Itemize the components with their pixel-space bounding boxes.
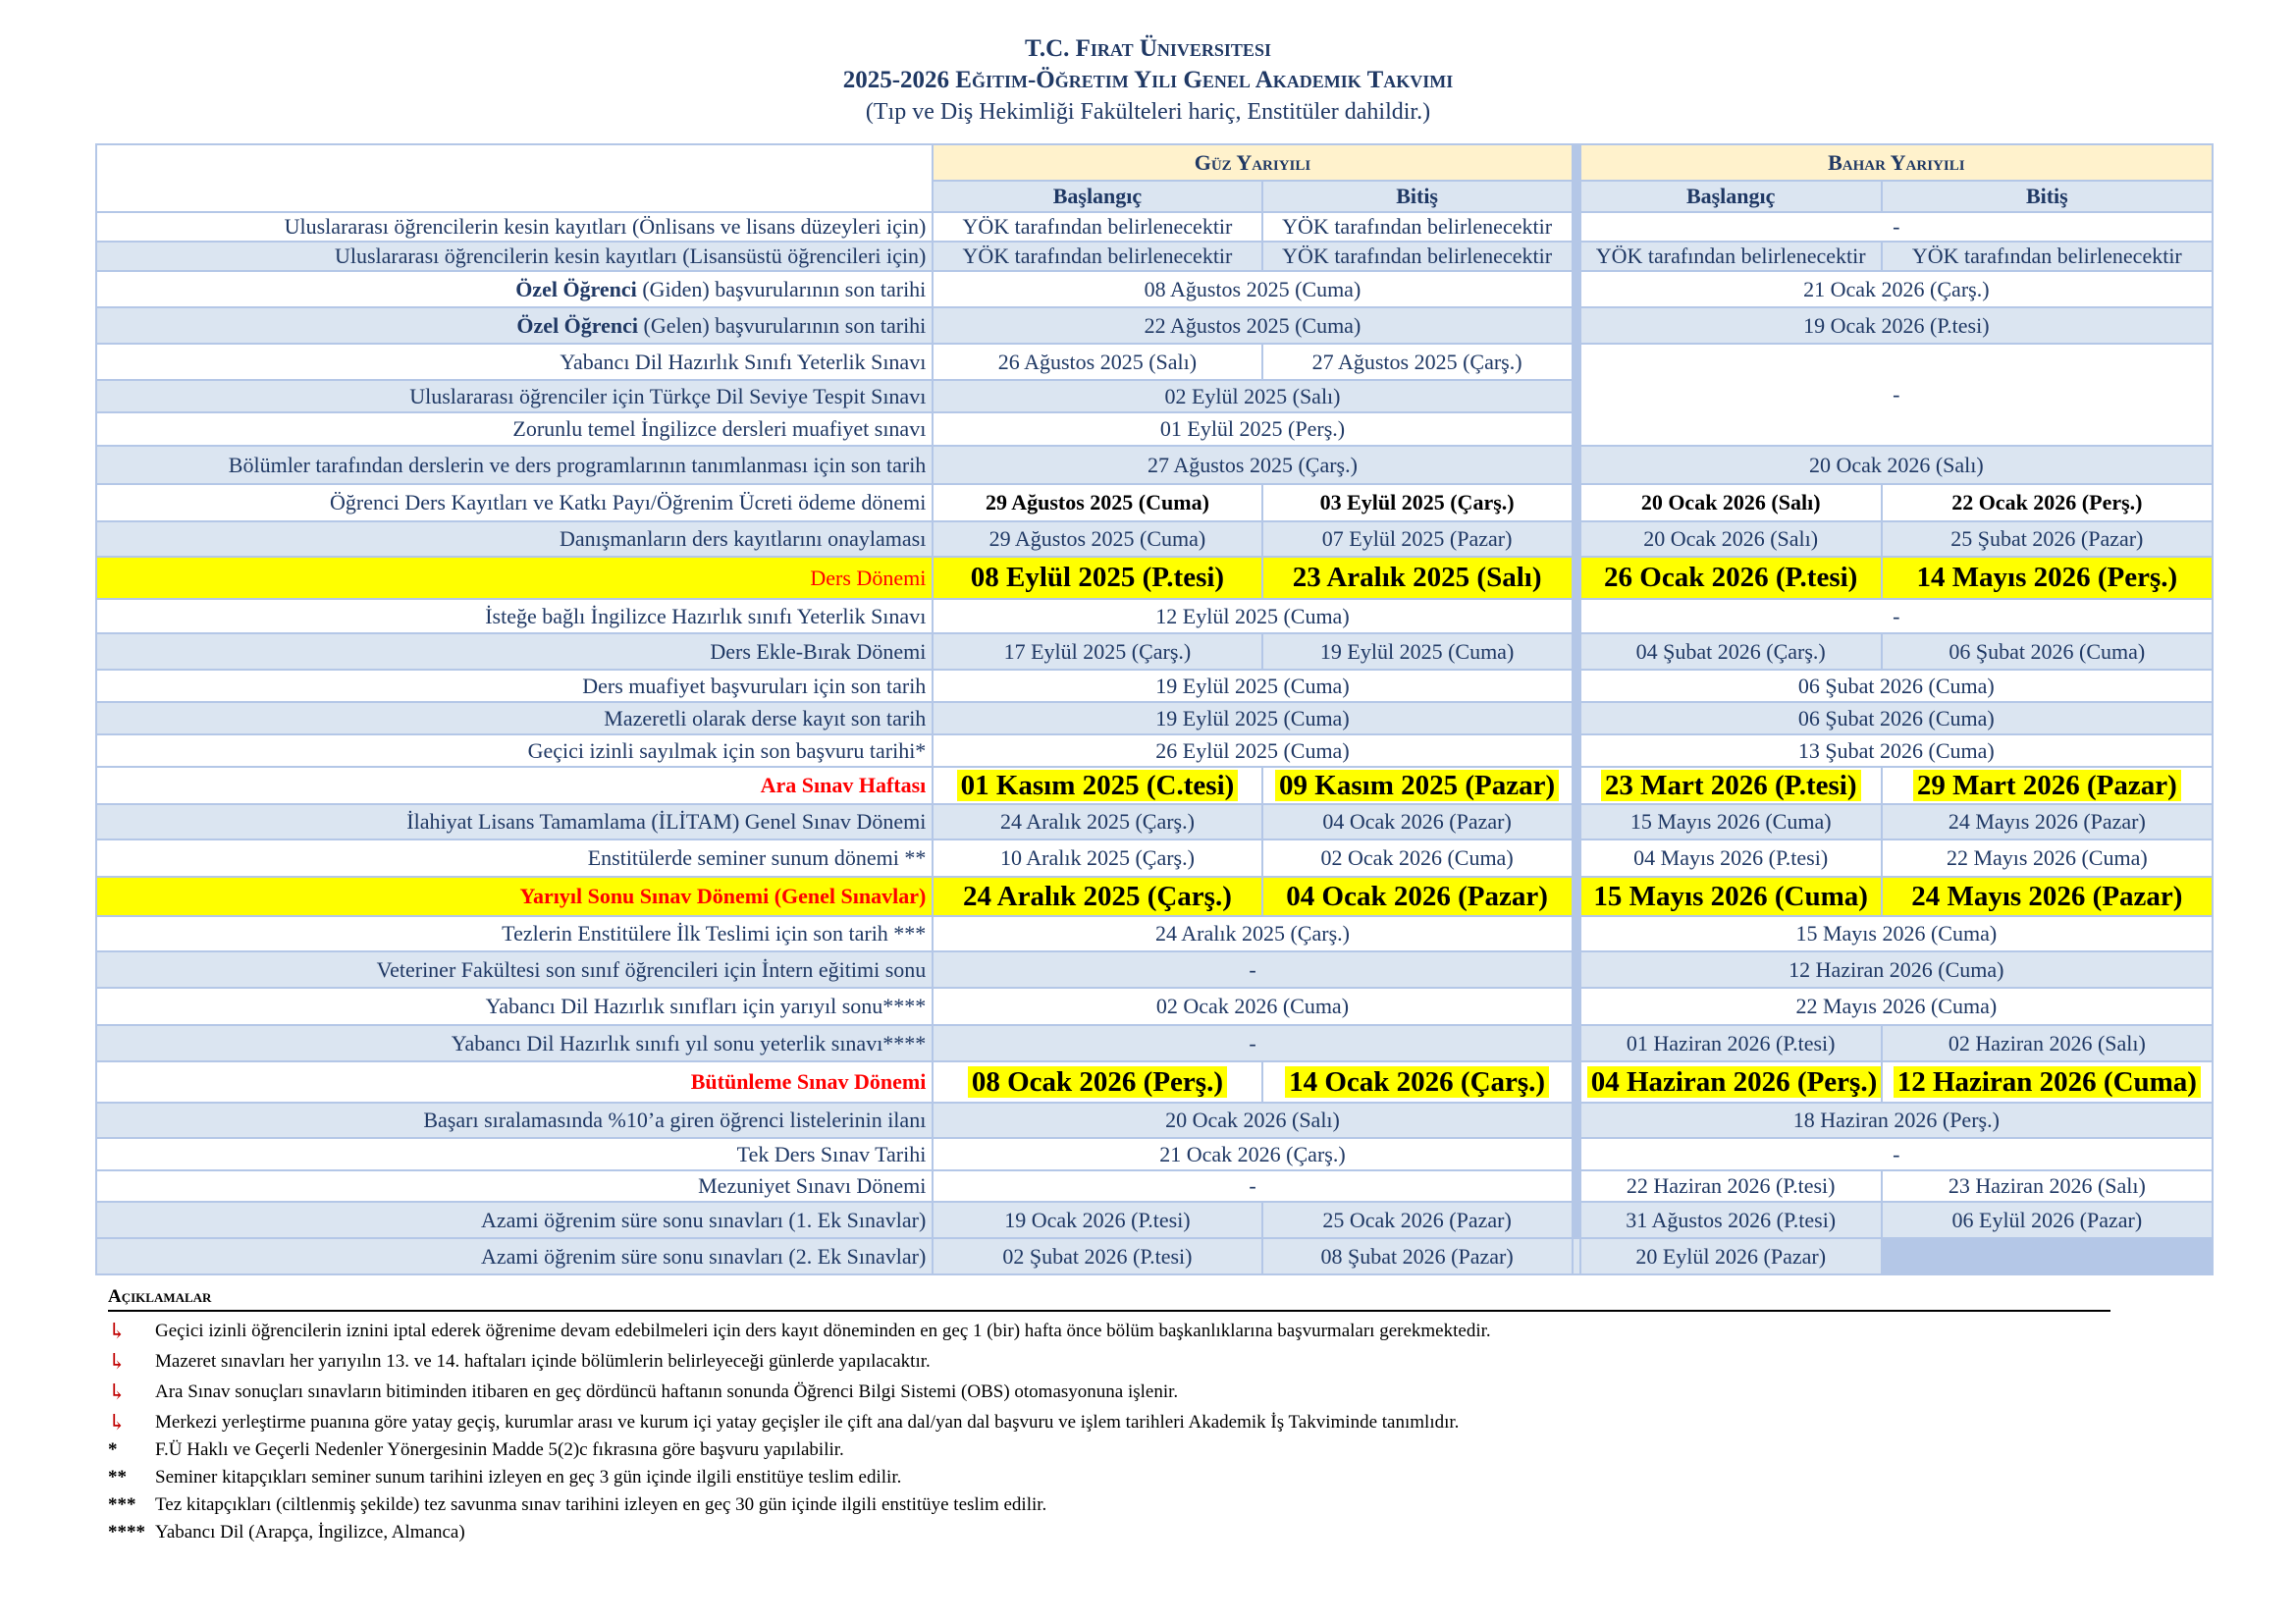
table-row — [97, 634, 2212, 669]
notes-section — [108, 1286, 2120, 1543]
fall-range: 19 Eylül 2025 (Cuma) — [934, 703, 1571, 733]
fall-start: 26 Ağustos 2025 (Salı) — [934, 345, 1260, 379]
table-row — [97, 308, 2212, 343]
fall-range: 20 Ocak 2026 (Salı) — [934, 1104, 1571, 1137]
fall-start: 08 Eylül 2025 (P.tesi) — [934, 558, 1260, 598]
fall-end: 08 Şubat 2026 (Pazar) — [1263, 1239, 1572, 1273]
row-label: Enstitülerde seminer sunum dönemi ** — [97, 840, 932, 876]
spring-end: 25 Şubat 2026 (Pazar) — [1883, 522, 2212, 556]
table-row — [97, 840, 2212, 876]
table-row-highlight — [97, 878, 2212, 915]
date-highlight: 12 Haziran 2026 (Cuma) — [1894, 1066, 2201, 1098]
footnote-text: Tez kitapçıkları (ciltlenmiş şekilde) tez savunma sınav tarihini izleyen en geç 30 gün içinde ilgili enstitüye teslim edilir. — [155, 1494, 1047, 1515]
fall-range: 21 Ocak 2026 (Çarş.) — [934, 1139, 1571, 1169]
fall-range: 24 Aralık 2025 (Çarş.) — [934, 917, 1571, 950]
row-label: Veteriner Fakültesi son sınıf öğrencileri için İntern eğitimi sonu — [97, 952, 932, 987]
fall-range: 22 Ağustos 2025 (Cuma) — [934, 308, 1571, 343]
spring-range: 20 Ocak 2026 (Salı) — [1581, 447, 2212, 483]
fall-range: 01 Eylül 2025 (Perş.) — [934, 413, 1571, 445]
row-label: Geçici izinli sayılmak için son başvuru tarihi* — [97, 735, 932, 766]
fall-range: 08 Ağustos 2025 (Cuma) — [934, 272, 1571, 306]
note-text: Merkezi yerleştirme puanına göre yatay geçiş, kurumlar arası ve kurum içi yatay geçişler ile çift ana dal/yan dal başvuru ve işlem tarihleri Akademik İş Takviminde tanımlıdır. — [155, 1412, 1460, 1433]
fall-start: 24 Aralık 2025 (Çarş.) — [934, 805, 1260, 839]
curved-arrow-icon: ↳ — [108, 1380, 127, 1404]
spring-start: 15 Mayıs 2026 (Cuma) — [1581, 878, 1881, 915]
spring-start — [1581, 768, 1881, 803]
row-label: Ara Sınav Haftası — [97, 768, 932, 803]
footnote-text: Seminer kitapçıkları seminer sunum tarihini izleyen en geç 3 gün içinde ilgili enstitüye teslim edilir. — [155, 1467, 902, 1488]
fall-start — [934, 1062, 1260, 1102]
table-row-highlight — [97, 768, 2212, 803]
fall-end: YÖK tarafından belirlenecektir — [1263, 243, 1572, 270]
footnote-mark: **** — [108, 1522, 145, 1543]
spring-start: 15 Mayıs 2026 (Cuma) — [1581, 805, 1881, 839]
table-row — [97, 805, 2212, 839]
spring-end — [1883, 768, 2212, 803]
spring-range: 13 Şubat 2026 (Cuma) — [1581, 735, 2212, 766]
fall-end: 04 Ocak 2026 (Pazar) — [1263, 805, 1572, 839]
spring-start: 26 Ocak 2026 (P.tesi) — [1581, 558, 1881, 598]
footnote-item — [108, 1467, 2120, 1489]
fall-range: 26 Eylül 2025 (Cuma) — [934, 735, 1571, 766]
date-highlight: 08 Ocak 2026 (Perş.) — [968, 1066, 1227, 1098]
fall-start: 19 Ocak 2026 (P.tesi) — [934, 1203, 1260, 1237]
date-highlight: 23 Mart 2026 (P.tesi) — [1601, 770, 1861, 801]
fall-range: 12 Eylül 2025 (Cuma) — [934, 600, 1571, 632]
row-label: İsteğe bağlı İngilizce Hazırlık sınıfı Yeterlik Sınavı — [97, 600, 932, 632]
fall-end: 23 Aralık 2025 (Salı) — [1263, 558, 1572, 598]
spring-range: - — [1581, 600, 2212, 632]
table-row — [97, 1139, 2212, 1169]
fall-range: 02 Ocak 2026 (Cuma) — [934, 989, 1571, 1024]
footnote-mark: *** — [108, 1494, 136, 1515]
academic-calendar-table — [95, 143, 2214, 1275]
spring-start: 31 Ağustos 2026 (P.tesi) — [1581, 1203, 1881, 1237]
spring-range: 22 Mayıs 2026 (Cuma) — [1581, 989, 2212, 1024]
fall-end-header: Bitiş — [1263, 182, 1572, 211]
date-highlight: 09 Kasım 2025 (Pazar) — [1275, 770, 1559, 801]
page-header — [0, 33, 2296, 128]
spring-end: 24 Mayıs 2026 (Pazar) — [1883, 805, 2212, 839]
spring-range: 21 Ocak 2026 (Çarş.) — [1581, 272, 2212, 306]
table-row — [97, 735, 2212, 766]
row-label-rest: (Gelen) başvurularının son tarihi — [638, 312, 927, 338]
fall-range: - — [934, 1171, 1571, 1201]
row-label: Yabancı Dil Hazırlık sınıfları için yarıyıl sonu**** — [97, 989, 932, 1024]
spring-start — [1581, 1062, 1881, 1102]
semester-divider — [1574, 145, 1579, 1237]
table-row — [97, 671, 2212, 701]
row-label: Bütünleme Sınav Dönemi — [97, 1062, 932, 1102]
row-label: Başarı sıralamasında %10’a giren öğrenci listelerinin ilanı — [97, 1104, 932, 1137]
table-row — [97, 917, 2212, 950]
note-text: Ara Sınav sonuçları sınavların bitiminden itibaren en geç dördüncü haftanın sonunda Öğrenci Bilgi Sistemi (OBS) otomasyonuna işlenir. — [155, 1381, 1179, 1402]
notes-title: Açıklamalar — [108, 1286, 2110, 1312]
spring-range: 06 Şubat 2026 (Cuma) — [1581, 671, 2212, 701]
note-text: Mazeret sınavları her yarıyılın 13. ve 14. haftaları içinde bölümlerin belirleyeceği günlerde yapılacaktır. — [155, 1351, 931, 1372]
footnote-mark: * — [108, 1439, 118, 1460]
fall-range: 27 Ağustos 2025 (Çarş.) — [934, 447, 1571, 483]
note-text: Geçici izinli öğrencilerin iznini iptal ederek öğrenime devam edebilmeleri için ders kayıt döneminden en geç 1 (bir) hafta önce bölüm başkanlıklarına başvurmaları gerekmektedir. — [155, 1321, 1491, 1341]
fall-start: 17 Eylül 2025 (Çarş.) — [934, 634, 1260, 669]
footnote-text: F.Ü Haklı ve Geçerli Nedenler Yönergesinin Madde 5(2)c fıkrasına göre başvuru yapılabilir. — [155, 1439, 844, 1460]
row-label: Ders muafiyet başvuruları için son tarih — [97, 671, 932, 701]
row-label-bold: Özel Öğrenci — [515, 276, 637, 301]
fall-end: 02 Ocak 2026 (Cuma) — [1263, 840, 1572, 876]
note-item — [108, 1412, 2120, 1434]
spring-semester-header: Bahar Yarıyılı — [1581, 145, 2212, 180]
fall-end: 19 Eylül 2025 (Cuma) — [1263, 634, 1572, 669]
table-row-highlight — [97, 558, 2212, 598]
spring-start — [1574, 1239, 1579, 1273]
curved-arrow-icon: ↳ — [108, 1349, 127, 1374]
table-row — [97, 345, 2212, 379]
spring-end: 14 Mayıs 2026 (Perş.) — [1883, 558, 2212, 598]
fall-end: YÖK tarafından belirlenecektir — [1263, 213, 1572, 241]
spring-end: 23 Haziran 2026 (Salı) — [1883, 1171, 2212, 1201]
spring-start: 04 Şubat 2026 (Çarş.) — [1581, 634, 1881, 669]
fall-start-header: Başlangıç — [934, 182, 1260, 211]
date-highlight: 04 Haziran 2026 (Perş.) — [1587, 1066, 1881, 1098]
spring-start: 22 Haziran 2026 (P.tesi) — [1581, 1171, 1881, 1201]
fall-range: 19 Eylül 2025 (Cuma) — [934, 671, 1571, 701]
row-label: İlahiyat Lisans Tamamlama (İLİTAM) Genel Sınav Dönemi — [97, 805, 932, 839]
footnote-item — [108, 1439, 2120, 1461]
row-label: Öğrenci Ders Kayıtları ve Katkı Payı/Öğrenim Ücreti ödeme dönemi — [97, 485, 932, 520]
row-label: Azami öğrenim süre sonu sınavları (2. Ek Sınavlar) — [97, 1239, 932, 1273]
spring-start-header: Başlangıç — [1581, 182, 1881, 211]
spring-range: 12 Haziran 2026 (Cuma) — [1581, 952, 2212, 987]
table-row — [97, 1203, 2212, 1237]
row-label: Yabancı Dil Hazırlık Sınıfı Yeterlik Sınavı — [97, 345, 932, 379]
table-row — [97, 485, 2212, 520]
corner-cell — [97, 145, 932, 211]
fall-end: 07 Eylül 2025 (Pazar) — [1263, 522, 1572, 556]
row-label: Uluslararası öğrencilerin kesin kayıtları (Lisansüstü öğrencileri için) — [97, 243, 932, 270]
row-label — [97, 308, 932, 343]
spring-range: - — [1581, 1139, 2212, 1169]
spring-range: 15 Mayıs 2026 (Cuma) — [1581, 917, 2212, 950]
spring-end: 06 Şubat 2026 (Cuma) — [1883, 634, 2212, 669]
row-label: Yarıyıl Sonu Sınav Dönemi (Genel Sınavlar) — [97, 878, 932, 915]
fall-start: 29 Ağustos 2025 (Cuma) — [934, 522, 1260, 556]
curved-arrow-icon: ↳ — [108, 1410, 127, 1435]
fall-start — [934, 768, 1260, 803]
fall-start: 29 Ağustos 2025 (Cuma) — [934, 485, 1260, 520]
table-row — [97, 1239, 2212, 1273]
spring-end: 20 Eylül 2026 (Pazar) — [1581, 1239, 1881, 1273]
table-row — [97, 272, 2212, 306]
row-label: Ders Ekle-Bırak Dönemi — [97, 634, 932, 669]
spring-start: 20 Ocak 2026 (Salı) — [1581, 485, 1881, 520]
table-row — [97, 600, 2212, 632]
fall-end — [1263, 1062, 1572, 1102]
table-row — [97, 447, 2212, 483]
curved-arrow-icon: ↳ — [108, 1319, 127, 1343]
row-label: Zorunlu temel İngilizce dersleri muafiyet sınavı — [97, 413, 932, 445]
university-title: T.C. Fırat Üniversitesi — [1025, 35, 1271, 62]
spring-end: 24 Mayıs 2026 (Pazar) — [1883, 878, 2212, 915]
spring-start: 20 Ocak 2026 (Salı) — [1581, 522, 1881, 556]
row-label: Danışmanların ders kayıtlarını onaylaması — [97, 522, 932, 556]
row-label — [97, 272, 932, 306]
table-row — [97, 703, 2212, 733]
fall-end — [1263, 768, 1572, 803]
fall-range: 02 Eylül 2025 (Salı) — [934, 381, 1571, 411]
spring-range: 18 Haziran 2026 (Perş.) — [1581, 1104, 2212, 1137]
fall-start: YÖK tarafından belirlenecektir — [934, 243, 1260, 270]
row-label: Tezlerin Enstitülere İlk Teslimi için son tarih *** — [97, 917, 932, 950]
date-highlight: 01 Kasım 2025 (C.tesi) — [957, 770, 1239, 801]
date-highlight: 14 Ocak 2026 (Çarş.) — [1285, 1066, 1549, 1098]
table-row — [97, 213, 2212, 241]
fall-semester-header: Güz Yarıyılı — [934, 145, 1571, 180]
row-label: Mezuniyet Sınavı Dönemi — [97, 1171, 932, 1201]
footnote-mark: ** — [108, 1467, 127, 1488]
table-row — [97, 1171, 2212, 1201]
spring-start: YÖK tarafından belirlenecektir — [1581, 243, 1881, 270]
fall-start: YÖK tarafından belirlenecektir — [934, 213, 1260, 241]
row-label-rest: (Giden) başvurularının son tarihi — [636, 276, 927, 301]
fall-start: 10 Aralık 2025 (Çarş.) — [934, 840, 1260, 876]
row-label: Mazeretli olarak derse kayıt son tarih — [97, 703, 932, 733]
spring-start: 01 Haziran 2026 (P.tesi) — [1581, 1026, 1881, 1060]
calendar-title: 2025-2026 Eğitim-Öğretim Yılı Genel Akademik Takvimi — [842, 67, 1454, 93]
calendar-subtitle: (Tıp ve Diş Hekimliği Fakülteleri hariç, Enstitüler dahildir.) — [865, 99, 1431, 125]
table-row — [97, 1026, 2212, 1060]
fall-start: 02 Şubat 2026 (P.tesi) — [934, 1239, 1260, 1273]
spring-end — [1883, 1062, 2212, 1102]
note-item — [108, 1351, 2120, 1373]
date-highlight: 29 Mart 2026 (Pazar) — [1913, 770, 2181, 801]
spring-end: YÖK tarafından belirlenecektir — [1883, 243, 2212, 270]
fall-end: 27 Ağustos 2025 (Çarş.) — [1263, 345, 1572, 379]
footnote-item — [108, 1494, 2120, 1516]
row-label: Tek Ders Sınav Tarihi — [97, 1139, 932, 1169]
spring-end: 22 Mayıs 2026 (Cuma) — [1883, 840, 2212, 876]
fall-end: 04 Ocak 2026 (Pazar) — [1263, 878, 1572, 915]
table-row — [97, 989, 2212, 1024]
row-label: Ders Dönemi — [97, 558, 932, 598]
row-label: Azami öğrenim süre sonu sınavları (1. Ek Sınavlar) — [97, 1203, 932, 1237]
fall-end: 03 Eylül 2025 (Çarş.) — [1263, 485, 1572, 520]
row-label: Uluslararası öğrenciler için Türkçe Dil Seviye Tespit Sınavı — [97, 381, 932, 411]
note-item — [108, 1321, 2120, 1342]
fall-start: 24 Aralık 2025 (Çarş.) — [934, 878, 1260, 915]
fall-end: 25 Ocak 2026 (Pazar) — [1263, 1203, 1572, 1237]
spring-end-header: Bitiş — [1883, 182, 2212, 211]
spring-end: 02 Haziran 2026 (Salı) — [1883, 1026, 2212, 1060]
spring-range: 06 Şubat 2026 (Cuma) — [1581, 703, 2212, 733]
row-label: Yabancı Dil Hazırlık sınıfı yıl sonu yeterlik sınavı**** — [97, 1026, 932, 1060]
note-item — [108, 1381, 2120, 1403]
table-row — [97, 1104, 2212, 1137]
spring-range: - — [1581, 345, 2212, 445]
fall-range: - — [934, 952, 1571, 987]
spring-end: 06 Eylül 2026 (Pazar) — [1883, 1203, 2212, 1237]
row-label: Uluslararası öğrencilerin kesin kayıtları (Önlisans ve lisans düzeyleri için) — [97, 213, 932, 241]
footnote-text: Yabancı Dil (Arapça, İngilizce, Almanca) — [155, 1522, 465, 1543]
spring-range: 19 Ocak 2026 (P.tesi) — [1581, 308, 2212, 343]
table-row — [97, 243, 2212, 270]
spring-range: - — [1581, 213, 2212, 241]
table-row-highlight — [97, 1062, 2212, 1102]
table-row — [97, 952, 2212, 987]
row-label-bold: Özel Öğrenci — [516, 312, 639, 338]
footnote-item — [108, 1522, 2120, 1543]
spring-end: 22 Ocak 2026 (Perş.) — [1883, 485, 2212, 520]
spring-start: 04 Mayıs 2026 (P.tesi) — [1581, 840, 1881, 876]
table-row — [97, 522, 2212, 556]
row-label: Bölümler tarafından derslerin ve ders programlarının tanımlanması için son tarih — [97, 447, 932, 483]
fall-range: - — [934, 1026, 1571, 1060]
